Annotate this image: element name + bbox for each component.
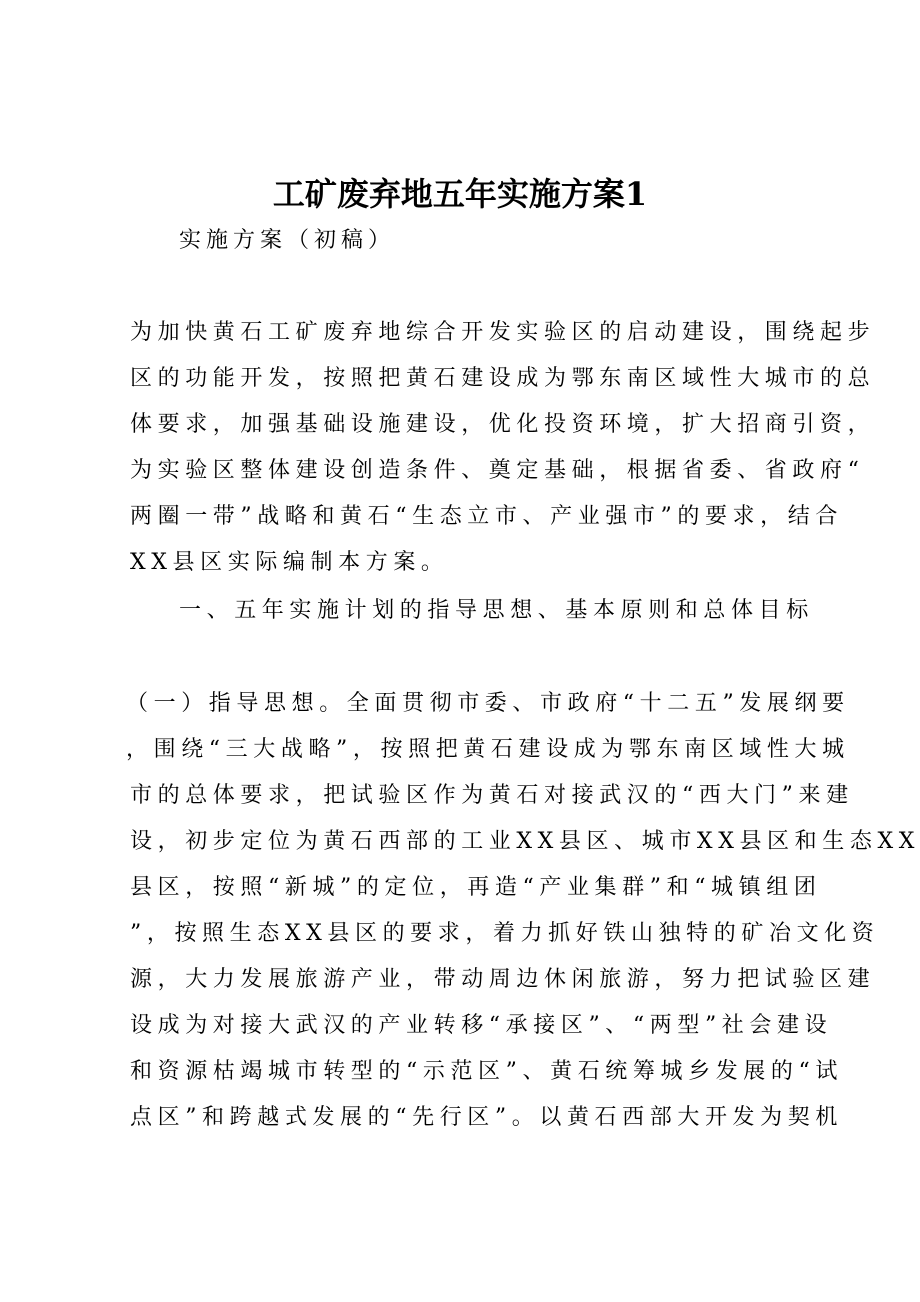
paragraph-line: 体要求，加强基础设施建设，优化投资环境，扩大招商引资， [130,412,876,437]
paragraph-line: 市的总体要求，把试验区作为黄石对接武汉的“西大门”来建 [130,783,854,808]
section-heading: 一、五年实施计划的指导思想、基本原则和总体目标 [179,598,814,623]
paragraph-line: ”，按照生态XX县区的要求，着力抓好铁山独特的矿冶文化资 [130,921,880,946]
paragraph-line: ，围绕“三大战略”，按照把黄石建设成为鄂东南区域性大城 [126,737,850,762]
document-title: 工矿废弃地五年实施方案1 [272,175,648,213]
paragraph-line: 为加快黄石工矿废弃地综合开发实验区的启动建设，围绕起步 [130,320,876,345]
paragraph-line: 县区，按照“新城”的定位，再造“产业集群”和“城镇组团 [130,875,822,900]
paragraph-line: 为实验区整体建设创造条件、奠定基础，根据省委、省政府“ [130,458,865,483]
paragraph-line: 设，初步定位为黄石西部的工业XX县区、城市XX县区和生态XX [130,829,920,854]
paragraph-line: （一）指导思想。全面贯彻市委、市政府“十二五”发展纲要 [126,691,850,716]
paragraph-line: 两圈一带”战略和黄石“生态立市、产业强市”的要求，结合 [130,504,843,529]
document-subtitle: 实施方案（初稿） [179,228,396,253]
paragraph-line: XX县区实际编制本方案。 [130,550,449,575]
paragraph-line: 源，大力发展旅游产业，带动周边休闲旅游，努力把试验区建 [130,967,876,992]
paragraph-line: 区的功能开发，按照把黄石建设成为鄂东南区域性大城市的总 [130,366,876,391]
paragraph-line: 和资源枯竭城市转型的“示范区”、黄石统筹城乡发展的“试 [130,1059,843,1084]
paragraph-line: 设成为对接大武汉的产业转移“承接区”、“两型”社会建设 [130,1013,833,1038]
paragraph-line: 点区”和跨越式发展的“先行区”。以黄石西部大开发为契机 [130,1105,843,1130]
